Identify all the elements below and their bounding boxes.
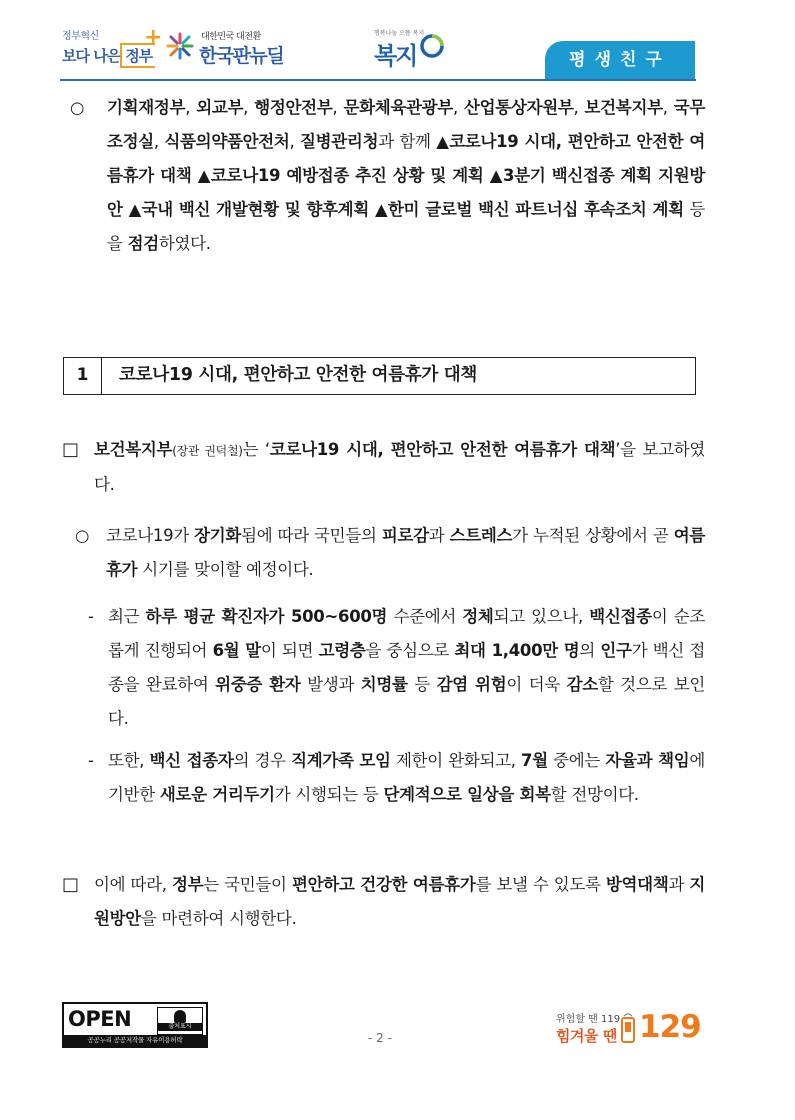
helpline-logo: [556, 1005, 706, 1050]
conclusion-item: [62, 868, 705, 936]
attribution-box: [157, 1007, 203, 1035]
dash-bullet: -: [88, 751, 94, 770]
gov-logo-line2a: 보다 나은: [62, 47, 121, 65]
section-heading: [63, 357, 696, 395]
report-item: [62, 433, 705, 502]
square-bullet: □: [62, 874, 79, 895]
detail-item: [88, 600, 705, 736]
bokji-logo-big: 복지: [374, 42, 417, 70]
gov-logo-line1: 정부혁신: [62, 31, 99, 42]
license-band: 공공누리 공공저작물 자유이용허락: [64, 1035, 206, 1046]
intro-paragraph: [70, 91, 705, 261]
gov-logo-line2b: 정부: [120, 43, 155, 68]
background-item-text: 코로나19가 장기화됨에 따라 국민들의 피로감과 스트레스가 누적된 상황에서 곧 여름휴가 시기를 맞이할 예정이다.: [106, 526, 705, 579]
phone-icon: [621, 1012, 635, 1043]
dash-bullet: -: [88, 607, 94, 626]
report-item-text: 보건복지부(장관 권덕철)는 ‘코로나19 시대, 편안하고 안전한 여름휴가 대책’을 보고하였다.: [94, 440, 705, 494]
helpline-line2: 힘겨울 땐: [556, 1027, 617, 1045]
burst-icon: [165, 31, 195, 61]
conclusion-item-text: 이에 따라, 정부는 국민들이 편안하고 건강한 여름휴가를 보낼 수 있도록 방역대책과 지원방안을 마련하여 시행한다.: [94, 875, 705, 928]
newdeal-logo-big: 한국판뉴딜: [199, 45, 284, 67]
gov-innovation-logo: [62, 25, 163, 71]
helpline-line1: 위험할 땐 119: [556, 1014, 621, 1025]
open-word: OPEN: [68, 1007, 132, 1031]
newdeal-logo-small: 대한민국 대전환: [201, 32, 261, 42]
section-title: 코로나19 시대, 편안하고 안전한 여름휴가 대책: [119, 365, 477, 385]
plus-icon: +: [144, 25, 163, 50]
section-number: 1: [64, 358, 102, 394]
attribution-caption: 출처표시: [158, 1023, 202, 1031]
detail-item-text: 최근 하루 평균 확진자가 500~600명 수준에서 정체되고 있으나, 백신접종이 순조롭게 진행되어 6월 말이 되면 고령층을 중심으로 최대 1,400만 명의 인구가 백신 접종을 완료하여 위중증 환자 발생과 치명률 등 감염 위험이 더욱 감소할 것으로 보인다.: [108, 607, 706, 728]
helpline-number: 129: [639, 1009, 701, 1045]
bokji-logo: [374, 26, 454, 70]
open-license-badge: [62, 1002, 208, 1048]
circle-bullet: ○: [70, 98, 85, 117]
background-item: [75, 519, 705, 587]
korean-new-deal-logo: [165, 27, 285, 71]
ring-icon: [419, 33, 445, 59]
square-bullet: □: [62, 439, 79, 460]
detail-item-text: 또한, 백신 접종자의 경우 직계가족 모임 제한이 완화되고, 7월 중에는 자율과 책임에 기반한 새로운 거리두기가 시행되는 등 단계적으로 일상을 회복할 전망이다.: [108, 751, 706, 804]
intro-text: 기획재정부, 외교부, 행정안전부, 문화체육관광부, 산업통상자원부, 보건복지부, 국무조정실, 식품의약품안전처, 질병관리청과 함께 ▲코로나19 시대, 편안하고 안전한 여름휴가 대책 ▲코로나19 예방접종 추진 상황 및 계획 ▲3분기 백신접종 계획 지원방안 ▲국내 백신 개발현황 및 향후계획 ▲한미 글로벌 백신 파트너십 후속조치 계획 등을 점검하였다.: [107, 98, 706, 253]
lifelong-friend-tag: 평생친구: [545, 41, 695, 79]
detail-item: [88, 744, 705, 812]
header-divider: [60, 79, 696, 81]
person-icon: [174, 1010, 186, 1023]
bokji-logo-small: 행복나눔 으뜸 복지: [374, 30, 425, 37]
page-number: - 2 -: [368, 1031, 392, 1045]
circle-bullet: ○: [75, 526, 90, 545]
